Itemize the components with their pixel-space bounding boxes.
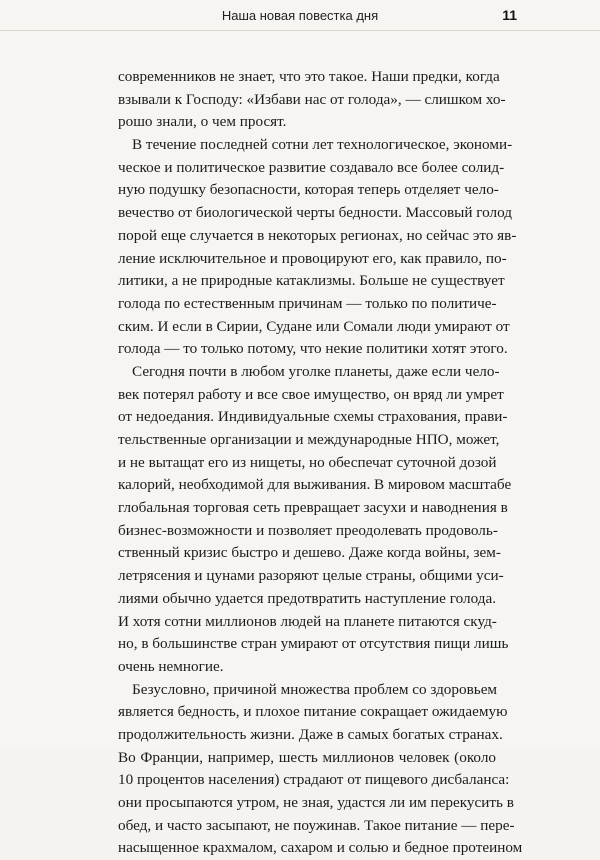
text-line: бизнес-возможности и позволяет преодолевать продоволь-	[118, 521, 498, 539]
text-line: калорий, необходимой для выживания. В мировом масштабе	[118, 476, 512, 494]
text-line: и не вытащат его из нищеты, но обеспечат суточной дозой	[118, 453, 497, 471]
text-line: является бедность, и плохое питание сокращает ожидаемую	[118, 703, 508, 721]
text-line: современников не знает, что это такое. Наши предки, когда	[118, 68, 500, 85]
text-line: ским. И если в Сирии, Судане или Сомали люди умирают от	[118, 317, 510, 335]
text-line: Сегодня почти в любом уголке планеты, даже если чело-	[132, 362, 500, 380]
text-line: взывали к Господу: «Избави нас от голода», — слишком хо-	[118, 90, 506, 108]
text-line: И хотя сотни миллионов людей на планете питаются скуд-	[118, 612, 497, 630]
text-line: литики, а не природные катаклизмы. Больше не существует	[118, 272, 505, 290]
text-line: Во Франции, например, шесть миллионов человек (около	[118, 748, 496, 766]
text-line: ную подушку безопасности, которая теперь отделяет чело-	[118, 181, 499, 199]
text-line: голода — то только потому, что некие политики хотят этого.	[118, 340, 508, 358]
text-line: ческое и политическое развитие создавало все более солид-	[118, 158, 505, 176]
page-number: 11	[502, 7, 517, 23]
text-line: глобальная торговая сеть превращает засухи и наводнения в	[118, 499, 508, 517]
text-line: тельственные организации и международные НПО, может,	[118, 431, 500, 448]
text-line: насыщенное крахмалом, сахаром и солью и бедное протеином	[118, 839, 523, 857]
text-line: 10 процентов населения) страдают от пищевого дисбаланса:	[118, 771, 510, 789]
text-line: лиями обычно удается предотвратить наступление голода.	[118, 589, 496, 607]
text-line: В течение последней сотни лет технологическое, экономи-	[132, 136, 513, 154]
text-line: век потерял работу и все свое имущество, он вряд ли умрет	[118, 385, 504, 403]
text-line: они просыпаются утром, не зная, удастся ли им перекусить в	[118, 794, 514, 811]
text-line: обед, и часто засыпают, не поужинав. Такое питание — пере-	[118, 816, 515, 834]
text-line: рошо знали, о чем просят.	[118, 113, 287, 131]
body-text	[118, 66, 523, 860]
running-title: Наша новая повестка дня	[221, 8, 379, 23]
page-header	[0, 7, 600, 31]
text-line: летрясения и цунами разоряют целые страны, общими уси-	[118, 567, 504, 585]
text-line: Безусловно, причиной множества проблем со здоровьем	[132, 680, 498, 698]
text-line: продолжительность жизни. Даже в самых богатых странах.	[118, 725, 503, 743]
header-divider	[0, 30, 600, 31]
text-line: вечество от биологической черты бедности. Массовый голод	[118, 204, 512, 222]
text-line: но, в большинстве стран умирают от отсутствия пищи лишь	[118, 635, 509, 653]
text-line: ление исключительное и провоцируют его, как правило, по-	[118, 249, 507, 267]
text-line: голода по естественным причинам — только по политиче-	[118, 294, 497, 312]
text-line: от недоедания. Индивидуальные схемы страхования, прави-	[118, 408, 508, 426]
text-line: очень немногие.	[118, 657, 224, 675]
text-line: порой еще случается в некоторых регионах, но сейчас это яв-	[118, 226, 517, 244]
text-line: ственный кризис быстро и дешево. Даже когда войны, зем-	[118, 544, 501, 562]
